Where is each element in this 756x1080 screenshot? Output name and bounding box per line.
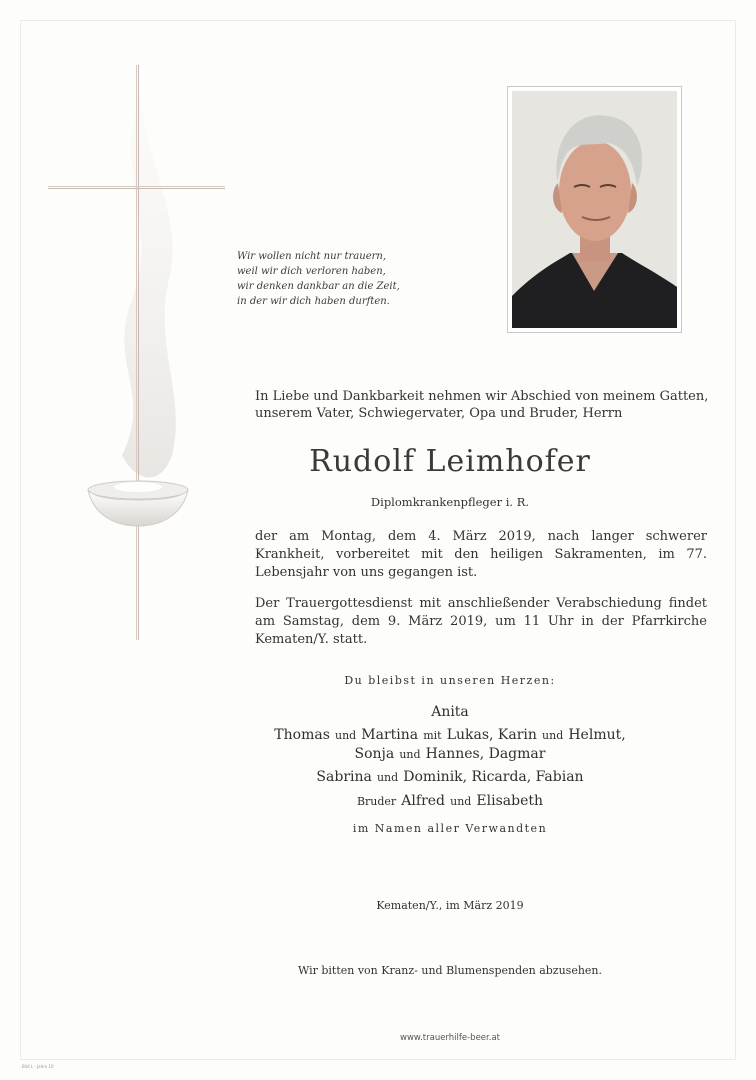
mourner-line [220,790,680,809]
portrait-photo [512,91,677,328]
candle-bowl-icon [86,478,190,530]
flame-decoration [92,95,187,495]
cross-horizontal-beam [48,186,225,189]
mourner-name: Sabrina [316,769,372,785]
intro-line: unserem Vater, Schwiegervater, Opa und Bruder, Herrn [255,406,623,421]
mourner-line [220,701,680,720]
mourner-name: Sonja [354,746,395,762]
connector-word: und [334,729,357,742]
mourner-name: Dominik, Ricarda, Fabian [403,769,584,785]
mourner-name: Thomas [274,727,330,743]
mourners-heading: Du bleibst in unseren Herzen: [344,674,556,687]
poem-line: in der wir dich haben durften. [237,296,390,307]
connector-word: und [450,795,472,808]
print-code: Bild L - Jahre 10 [22,1064,54,1069]
mourner-name: Martina [361,727,419,743]
mourner-name: Elisabeth [476,793,544,809]
mourner-name: Hannes, Dagmar [425,746,546,762]
flower-request: Wir bitten von Kranz- und Blumenspenden abzusehen. [297,964,603,977]
funeral-service-info: Der Trauergottesdienst mit anschließender Verabschiedung findet am Samstag, dem 9. März 2019, um 11 Uhr in der Pfarrkirche Kematen/Y. statt. [255,596,707,647]
poem-line: Wir wollen nicht nur trauern, [237,251,387,262]
cross-vertical-beam [136,65,139,640]
relatives-footer: im Namen aller Verwandten [352,822,548,835]
website-link[interactable]: www.trauerhilfe-beer.at [400,1033,500,1043]
poem-line: weil wir dich verloren haben, [237,266,386,277]
portrait-frame [507,86,682,333]
memorial-poem [237,249,437,309]
connector-word: und [542,729,564,742]
mourner-line [220,766,680,785]
connector-word: und [376,771,399,784]
deceased-name: Rudolf Leimhofer [309,444,591,479]
mourner-name: Anita [431,704,469,720]
intro-text [255,388,710,422]
connector-word: Bruder [356,795,397,808]
place-date: Kematen/Y., im März 2019 [376,899,524,912]
mourner-name: Lukas, Karin [446,727,537,743]
mourner-line [220,743,680,762]
mourner-name: Helmut, [568,727,626,743]
connector-word: und [399,748,421,761]
connector-word: mit [423,729,442,742]
mourner-line [220,724,680,743]
poem-line: wir denken dankbar an die Zeit, [237,281,400,292]
intro-line: In Liebe und Dankbarkeit nehmen wir Abschied von meinem Gatten, [255,389,709,404]
mourner-name: Alfred [401,793,446,809]
deceased-title: Diplomkrankenpfleger i. R. [370,495,530,509]
death-announcement: der am Montag, dem 4. März 2019, nach langer schwerer Krankheit, vorbereitet mit den heiligen Sakramenten, im 77. Lebensjahr von uns gegangen ist. [255,529,707,580]
